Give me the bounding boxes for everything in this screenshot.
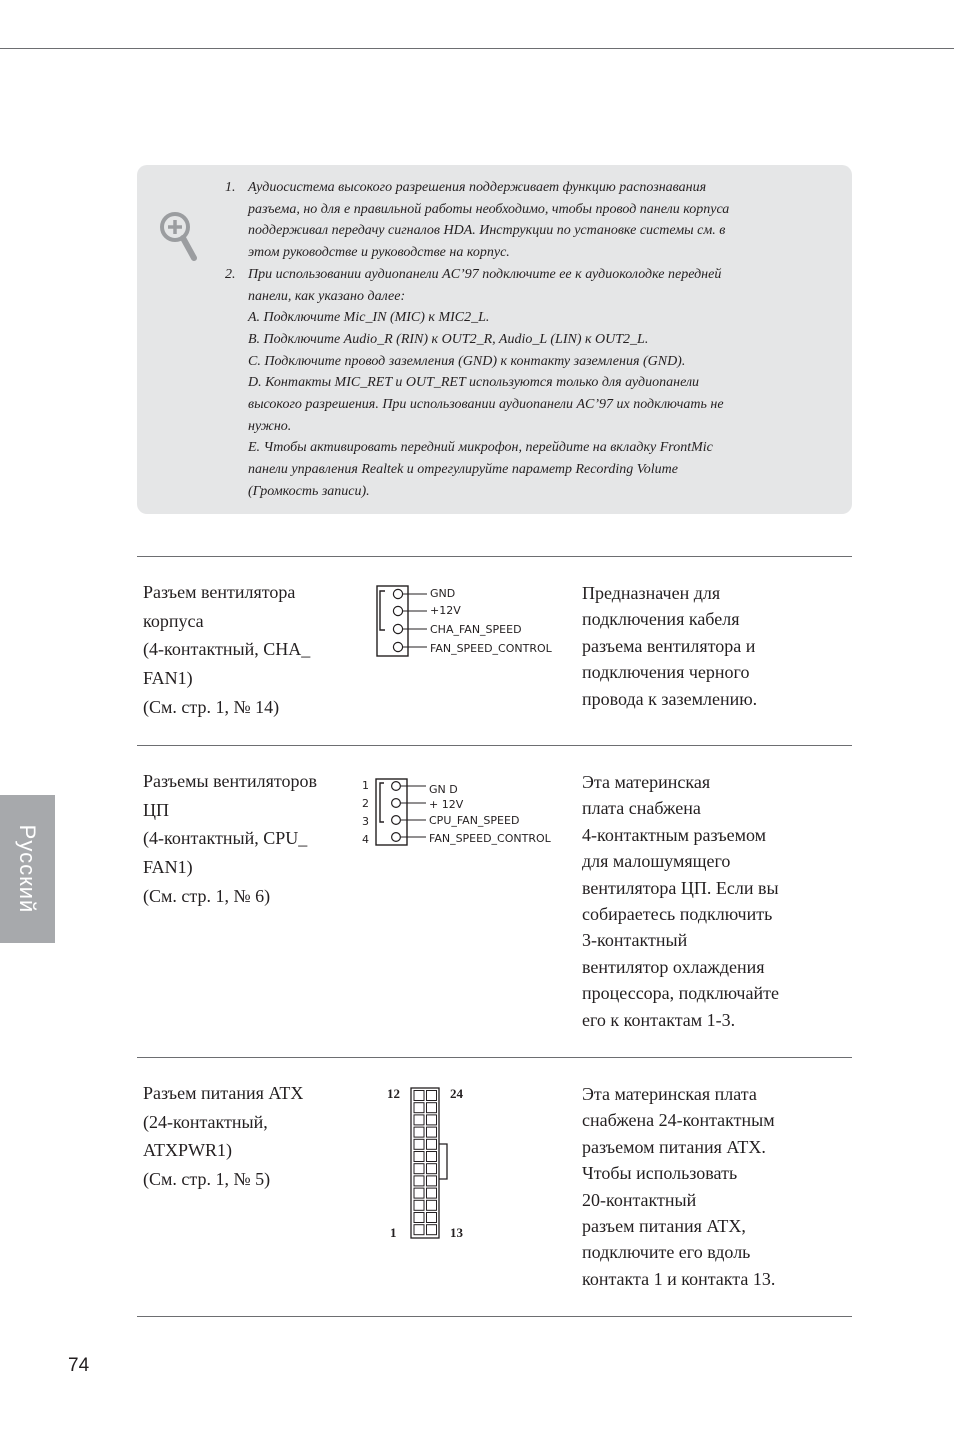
language-side-tab xyxy=(0,795,55,943)
pin-label: CPU_FAN_SPEED xyxy=(429,814,520,827)
cpu-fan-header-diagram xyxy=(358,776,568,848)
language-label: Русский xyxy=(15,824,40,914)
note-line: нужно. xyxy=(248,418,292,434)
top-rule xyxy=(0,48,954,49)
atx-pin xyxy=(414,1225,424,1235)
desc-line: Эта материнская плата xyxy=(582,1084,757,1104)
note-line: панели, как указано далее: xyxy=(248,288,406,304)
note-list xyxy=(225,177,785,503)
pin-number: 2 xyxy=(362,797,369,810)
corner-label: 13 xyxy=(450,1225,463,1240)
desc-line: для малошумящего xyxy=(582,851,731,872)
desc-line: Предназначен для xyxy=(582,583,721,603)
pin-label: GN D xyxy=(429,783,458,796)
title-line: Разъемы вентиляторов xyxy=(143,771,317,791)
row-divider xyxy=(137,556,852,557)
corner-label: 12 xyxy=(387,1086,400,1101)
atx-pin xyxy=(427,1152,437,1162)
pin-number: 1 xyxy=(362,779,369,792)
title-line: Разъем питания ATX xyxy=(143,1083,304,1103)
pin-label: + 12V xyxy=(429,798,464,811)
row-divider xyxy=(137,1316,852,1317)
corner-label: 24 xyxy=(450,1086,463,1101)
atx-pin xyxy=(414,1152,424,1162)
note-line: A. Подключите Mic_IN (MIC) к MIC2_L. xyxy=(248,310,490,326)
title-line: FAN1) xyxy=(143,668,193,689)
atx-pin xyxy=(427,1164,437,1174)
note-line: Аудиосистема высокого разрешения поддерживает функцию распознавания xyxy=(248,180,707,195)
pin-number: 4 xyxy=(362,833,369,846)
note-item xyxy=(225,177,785,264)
title-line: корпуса xyxy=(143,610,204,631)
magnifier-plus-icon xyxy=(159,211,199,263)
atx-pin xyxy=(427,1188,437,1198)
row-divider xyxy=(137,1057,852,1058)
note-line: высокого разрешения. При использовании аудиопанели AC’97 их подключать не xyxy=(248,397,724,413)
note-item-number: 2. xyxy=(225,266,236,282)
corner-label: 1 xyxy=(390,1225,397,1240)
note-line: панели управления Realtek и отрегулируйте параметр Recording Volume xyxy=(248,462,678,478)
atx-pin xyxy=(427,1176,437,1186)
page-number: 74 xyxy=(68,1355,90,1376)
desc-line: подключите его вдоль xyxy=(582,1242,751,1263)
note-line: E. Чтобы активировать передний микрофон, перейдите на вкладку FrontMic xyxy=(248,440,713,456)
pin-label: CHA_FAN_SPEED xyxy=(430,623,522,636)
atx-pin xyxy=(414,1091,424,1101)
title-line: (См. стр. 1, № 5) xyxy=(143,1169,271,1190)
desc-line: разъемом питания ATX. xyxy=(582,1136,766,1157)
title-line: FAN1) xyxy=(143,857,193,878)
cpu-fan-description xyxy=(582,769,822,1033)
desc-line: снабжена 24-контактным xyxy=(582,1110,775,1131)
note-line: D. Контакты MIC_RET и OUT_RET используются только для аудиопанели xyxy=(248,375,700,391)
note-item-number: 1. xyxy=(225,180,236,195)
atx-pin-grid xyxy=(414,1091,437,1235)
title-line: Разъем вентилятора xyxy=(143,582,296,602)
desc-line: 20-контактный xyxy=(582,1189,697,1210)
note-line: B. Подключите Audio_R (RIN) к OUT2_R, Audio_L (LIN) к OUT2_L. xyxy=(248,331,649,347)
desc-line: процессора, подключайте xyxy=(582,983,779,1004)
atx-pin xyxy=(427,1225,437,1235)
desc-line: контакта 1 и контакта 13. xyxy=(582,1268,776,1289)
chassis-fan-header-diagram xyxy=(372,583,572,661)
atx-pin xyxy=(427,1139,437,1149)
title-line: ЦП xyxy=(143,799,169,820)
desc-line: вентилятор охлаждения xyxy=(582,956,765,977)
desc-line: Эта материнская xyxy=(582,772,711,792)
title-line: (4-контактный, CHA_ xyxy=(143,639,311,660)
desc-line: разъем питания ATX, xyxy=(582,1216,746,1237)
title-line: ATXPWR1) xyxy=(143,1140,232,1161)
desc-line: вентилятора ЦП. Если вы xyxy=(582,877,779,898)
atx-pin xyxy=(427,1213,437,1223)
pin-label: GND xyxy=(430,587,456,600)
note-item xyxy=(225,264,785,503)
atx-pin xyxy=(414,1115,424,1125)
note-line: разъема, но для е правильной работы необходимо, чтобы провод панели корпуса xyxy=(248,201,730,217)
atx-pin xyxy=(414,1213,424,1223)
atx-pin xyxy=(414,1103,424,1113)
row-divider xyxy=(137,745,852,746)
title-line: (См. стр. 1, № 6) xyxy=(143,885,271,906)
note-line: При использовании аудиопанели AC’97 подключите ее к аудиоколодке передней xyxy=(248,266,722,282)
atx-power-title xyxy=(143,1079,353,1194)
desc-line: подключения черного xyxy=(582,662,750,683)
pin-number: 3 xyxy=(362,815,369,828)
desc-line: его к контактам 1-3. xyxy=(582,1009,736,1030)
title-line: (24-контактный, xyxy=(143,1111,268,1132)
atx-pin xyxy=(427,1115,437,1125)
atx-pin xyxy=(414,1127,424,1137)
chassis-fan-description xyxy=(582,580,822,712)
desc-line: 4-контактным разъемом xyxy=(582,824,767,845)
pin-label: FAN_SPEED_CONTROL xyxy=(430,642,552,655)
pin-label: +12V xyxy=(430,604,461,617)
atx-power-description xyxy=(582,1081,822,1292)
chassis-fan-title xyxy=(143,578,353,722)
cpu-fan-title xyxy=(143,767,353,911)
atx-pin xyxy=(414,1200,424,1210)
atx-pin xyxy=(414,1176,424,1186)
note-line: поддерживал передачу сигналов HDA. Инструкции по установке системы см. в xyxy=(248,223,726,239)
desc-line: разъема вентилятора и xyxy=(582,635,756,656)
atx-pin xyxy=(427,1091,437,1101)
desc-line: собираетесь подключить xyxy=(582,904,773,925)
atx-pin xyxy=(427,1200,437,1210)
atx-pin xyxy=(427,1103,437,1113)
pin-label: FAN_SPEED_CONTROL xyxy=(429,832,551,845)
desc-line: плата снабжена xyxy=(582,798,701,819)
title-line: (4-контактный, CPU_ xyxy=(143,828,308,849)
desc-line: Чтобы использовать xyxy=(582,1163,738,1184)
desc-line: 3-контактный xyxy=(582,930,688,951)
title-line: (См. стр. 1, № 14) xyxy=(143,696,280,717)
note-line: (Громкость записи). xyxy=(248,483,370,499)
note-box xyxy=(137,165,852,514)
desc-line: подключения кабеля xyxy=(582,609,740,630)
note-line: этом руководстве и руководстве на корпус. xyxy=(248,245,510,261)
atx-pin xyxy=(427,1127,437,1137)
desc-line: провода к заземлению. xyxy=(582,688,758,709)
atx-pin xyxy=(414,1139,424,1149)
atx-pin xyxy=(414,1164,424,1174)
atx-pin xyxy=(414,1188,424,1198)
note-line: C. Подключите провод заземления (GND) к контакту заземления (GND). xyxy=(248,353,686,369)
atx-power-connector-diagram xyxy=(384,1083,474,1243)
